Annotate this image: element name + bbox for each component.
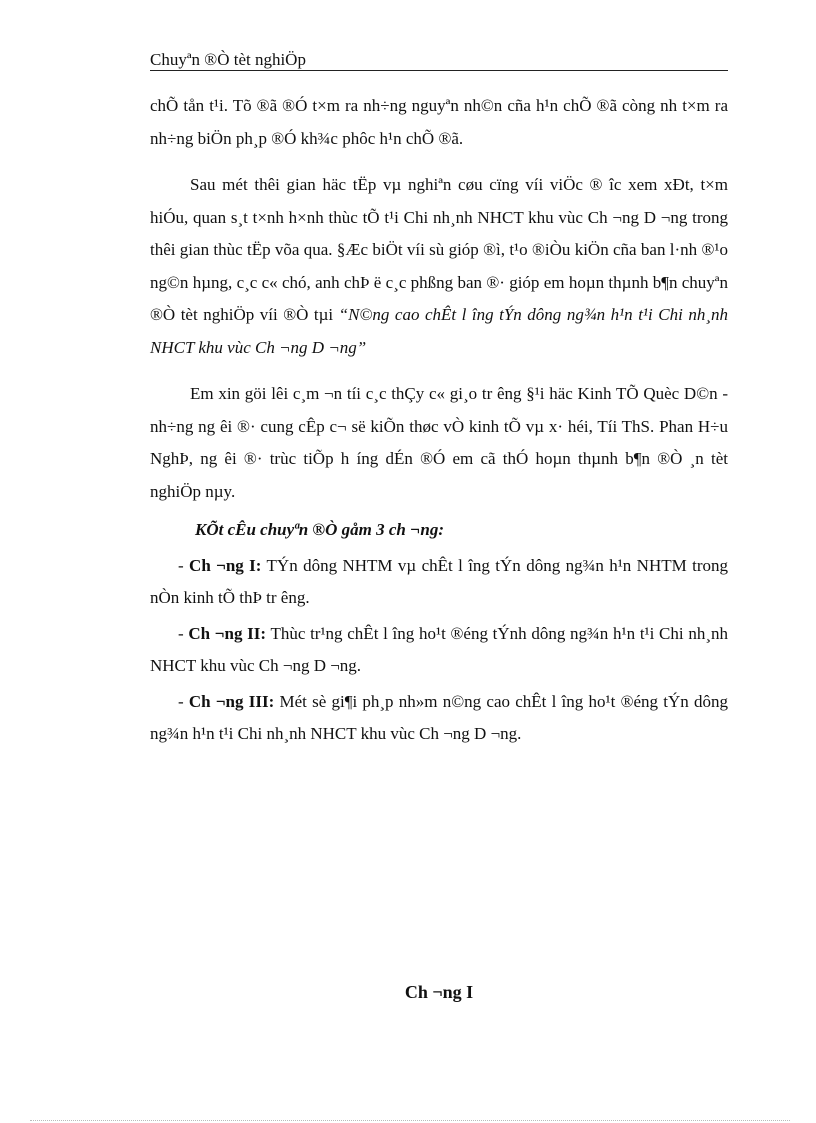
chapter-item-1 [150,550,728,615]
chapter-dash: - [178,555,190,575]
chapter-desc: Thùc tr¹ng chÊt l îng ho¹t ®éng tÝnh dông ng¾n h¹n t¹i Chi nh¸nh NHCT khu vùc Ch ¬ng D ¬ng. [150,623,728,675]
paragraph-text: Sau mét thêi gian häc tËp vµ nghiªn cøu cïng víi viÖc ® îc xem xÐt, t×m hiÓu, quan s¸t t×nh h×nh thùc tÕ t¹i Chi nh¸nh NHCT khu vùc Ch ¬ng D ¬ng trong thêi gian thùc tËp võa qua. §Æc biÖt víi sù gióp ®ì, t¹o ®iÒu kiÖn cña ban l·nh ®¹o ng©n hµng, c¸c c« chó, anh chÞ ë c¸c phßng ban ®· gióp em hoµn thµnh b¶n chuyªn ®Ò tèt nghiÖp víi ®Ò tµi [150,175,728,324]
chapter-desc: TÝn dông NHTM vµ chÊt l îng tÝn dông ng¾n h¹n NHTM trong nÒn kinh tÕ thÞ tr êng. [150,555,728,607]
chapter-item-3 [150,686,728,751]
chapter-dash: - [178,623,189,643]
thesis-title: “N©ng cao chÊt l îng tÝn dông ng¾n h¹n t¹i Chi nh¸nh NHCT khu vùc Ch ¬ng D ¬ng” [150,305,728,357]
chapter-dash: - [178,691,189,711]
document-body [150,90,728,751]
bottom-dotted-line [30,1120,790,1121]
chapter-label: Ch ¬ng III: [188,691,275,711]
header-rule [150,70,728,71]
chapter-label: Ch ¬ng II: [188,623,267,643]
chapter-item-2 [150,618,728,683]
paragraph-acknowledgment-2: Em xin göi lêi c¸m ¬n tíi c¸c thÇy c« gi¸o tr êng §¹i häc Kinh TÕ Quèc D©n - nh÷ng ng êi ®· cung cÊp c¬ së kiÕn thøc vÒ kinh tÕ vµ x· héi, Tíi ThS. Phan H÷u NghÞ, ng êi ®· trùc tiÕp h íng dÉn ®Ó em cã thÓ hoµn thµnh b¶n ®Ò ¸n tèt nghiÖp nµy. [150,384,728,501]
chapter-desc: Mét sè gi¶i ph¸p nh»m n©ng cao chÊt l îng ho¹t ®éng tÝn dông ng¾n h¹n t¹i Chi nh¸nh NHCT khu vùc Ch ¬ng D ¬ng. [150,691,729,743]
structure-heading: KÕt cÊu chuyªn ®Ò gåm 3 ch ¬ng: [195,520,445,539]
chapter-label: Ch ¬ng I: [189,555,262,575]
page-header: Chuyªn ®Ò tèt nghiÖp [150,50,306,69]
paragraph-acknowledgment-1 [150,169,728,364]
intro-paragraph: chÕ tån t¹i. Tõ ®ã ®Ó t×m ra nh÷ng nguyªn nh©n cña h¹n chÕ ®ã còng nh t×m ra nh÷ng biÖn ph¸p ®Ó kh¾c phôc h¹n chÕ ®ã. [150,96,728,148]
chapter-heading: Ch ¬ng I [404,982,474,1002]
